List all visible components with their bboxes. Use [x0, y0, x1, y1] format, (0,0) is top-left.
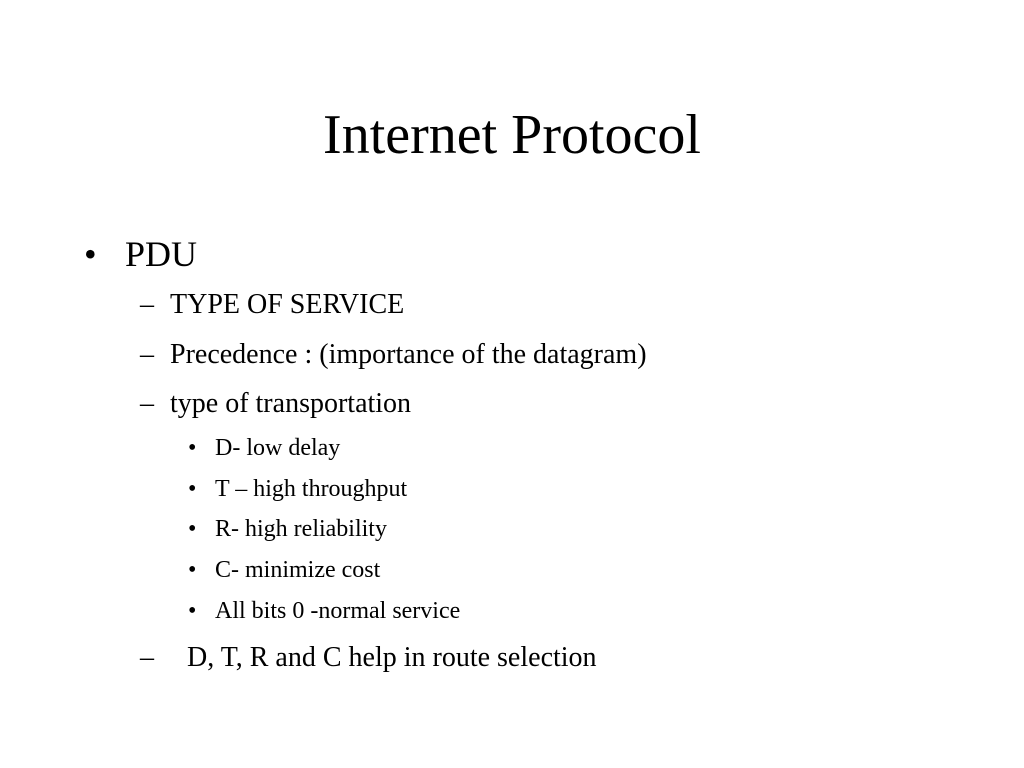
- sub-sub-item-text: All bits 0 -normal service: [215, 598, 461, 624]
- sub-sub-item-text: C- minimize cost: [215, 557, 381, 583]
- dash-marker: –: [140, 289, 154, 320]
- bullet-marker: •: [84, 234, 97, 274]
- dash-marker: –: [140, 339, 154, 370]
- bullet-marker: •: [188, 598, 197, 624]
- sub-sub-item-text: R- high reliability: [215, 516, 387, 542]
- sub-item-text: D, T, R and C help in route selection: [187, 642, 597, 673]
- slide-title: Internet Protocol: [323, 104, 701, 166]
- sub-item-text: TYPE OF SERVICE: [170, 289, 405, 320]
- dash-marker: –: [140, 388, 154, 419]
- bullet-text: PDU: [125, 234, 198, 274]
- sub-sub-item-text: D- low delay: [215, 435, 341, 461]
- sub-sub-item-text: T – high throughput: [215, 476, 408, 502]
- sub-item-text: type of transportation: [170, 388, 412, 419]
- bullet-marker: •: [188, 476, 197, 502]
- sub-item-text: Precedence : (importance of the datagram): [170, 339, 647, 370]
- dash-marker: –: [140, 642, 154, 673]
- bullet-marker: •: [188, 557, 197, 583]
- bullet-marker: •: [188, 516, 197, 542]
- bullet-marker: •: [188, 435, 197, 461]
